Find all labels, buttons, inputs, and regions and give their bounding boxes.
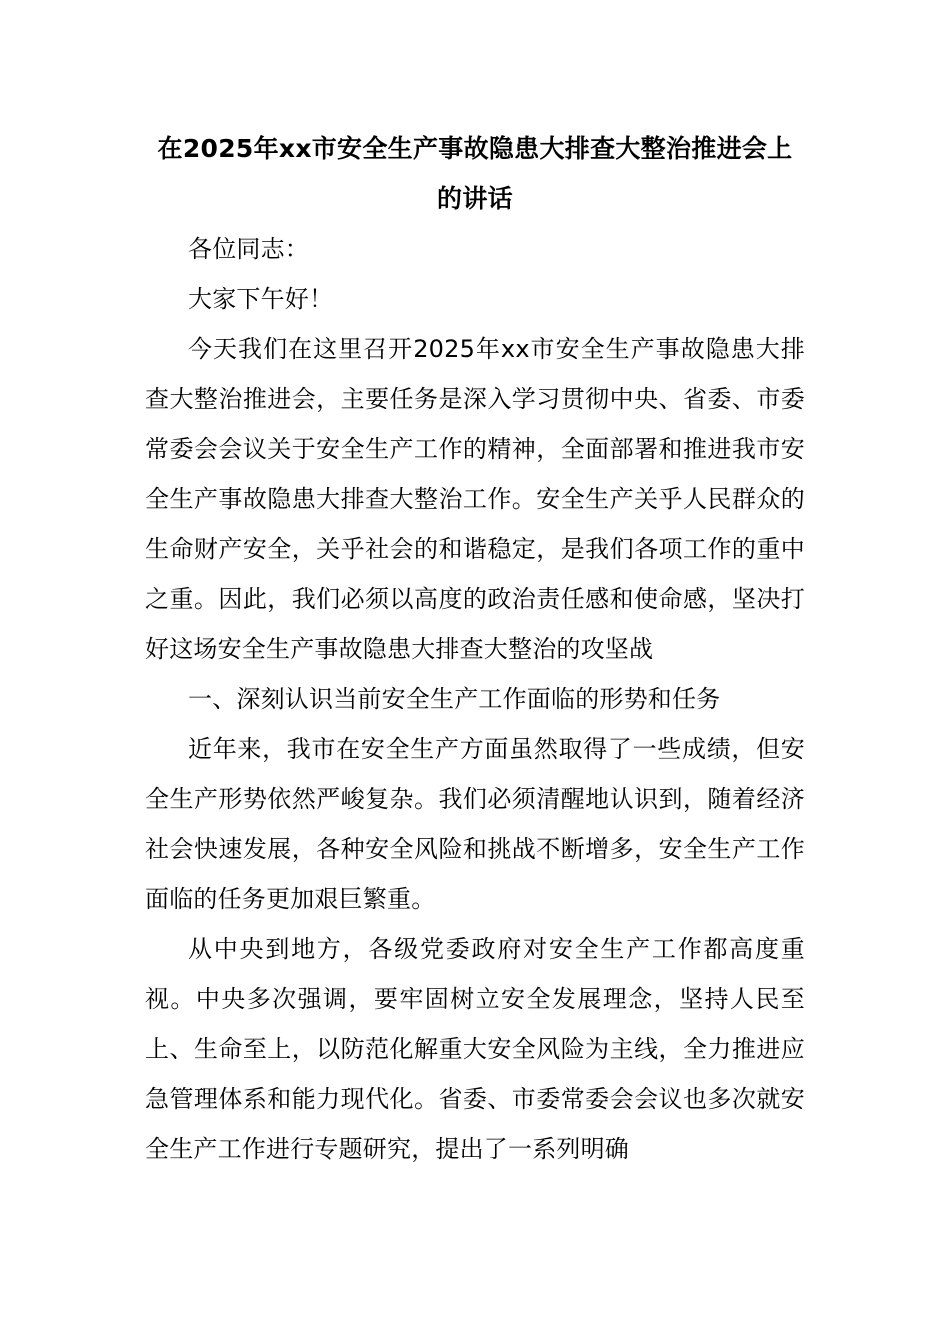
document-title: 在2025年xx市安全生产事故隐患大排查大整治推进会上的讲话: [157, 134, 793, 213]
document-page: [145, 124, 805, 1174]
greeting: 大家下午好！: [188, 285, 334, 313]
body-paragraph: 从中央到地方，各级党委政府对安全生产工作都高度重视。中央多次强调，要牢固树立安全发展理念，坚持人民至上、生命至上，以防范化解重大安全风险为主线，全力推进应急管理体系和能力现代化。省委、市委常委会会议也多次就安全生产工作进行专题研究，提出了一系列明确: [145, 935, 805, 1163]
intro-paragraph: 今天我们在这里召开2025年xx市安全生产事故隐患大排查大整治推进会，主要任务是深入学习贯彻中央、省委、市委常委会会议关于安全生产工作的精神，全面部署和推进我市安全生产事故隐患大排查大整治工作。安全生产关乎人民群众的生命财产安全，关乎社会的和谐稳定，是我们各项工作的重中之重。因此，我们必须以高度的政治责任感和使命感，坚决打好这场安全生产事故隐患大排查大整治的攻坚战: [145, 335, 805, 663]
section-heading-1: 一、深刻认识当前安全生产工作面临的形势和任务: [188, 685, 721, 713]
body-paragraph: 近年来，我市在安全生产方面虽然取得了一些成绩，但安全生产形势依然严峻复杂。我们必须清醒地认识到，随着经济社会快速发展，各种安全风险和挑战不断增多，安全生产工作面临的任务更加艰巨繁重。: [145, 735, 805, 913]
salutation: 各位同志：: [188, 235, 309, 263]
